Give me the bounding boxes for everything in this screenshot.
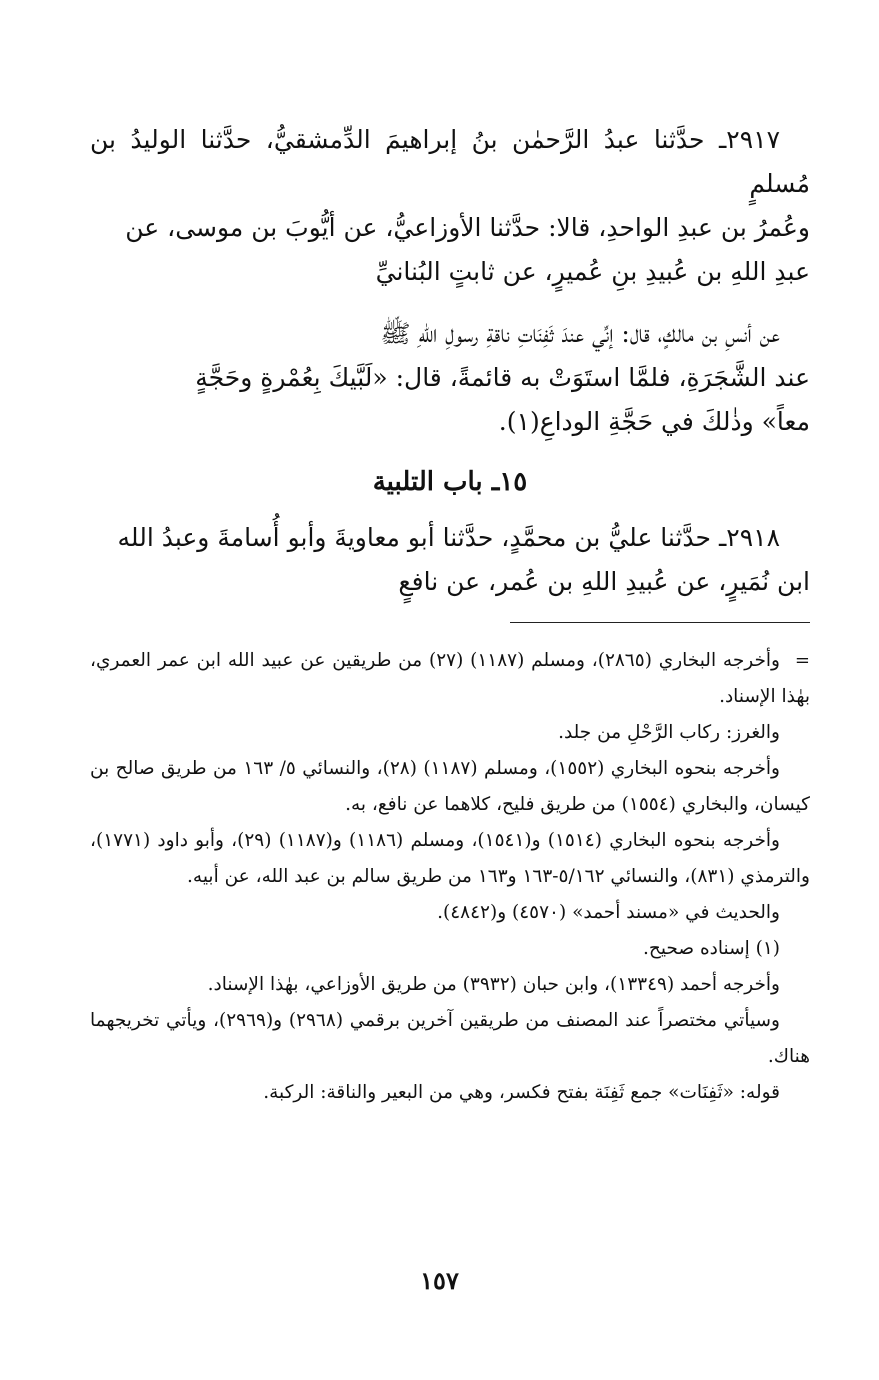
footnote-paragraph: قوله: «ثَفِنَات» جمع ثَفِنَة بفتح فكسر، وهي من البعير والناقة: الركبة. [263,1082,780,1103]
hadith-2917-matn: عند الشَّجَرَةِ، فلمَّا استَوَتْ به قائمةً، قال: «لَبَّيكَ بِعُمْرةٍ وحَجَّةٍ [195,363,810,392]
hadith-2917 [90,118,810,444]
footnote-separator [510,622,810,623]
hadith-2917-line: ٢٩١٧ـ حدَّثنا عبدُ الرَّحمٰن بنُ إبراهيمَ الدِّمشقيُّ، حدَّثنا الوليدُ بن مُسلمٍ [90,125,810,198]
footnote-paragraph: وأخرجه أحمد (١٣٣٤٩)، وابن حبان (٣٩٣٢) من طريق الأوزاعي، بهٰذا الإسناد. [207,974,780,995]
hadith-2917-matn: عن أنسِ بن مالكٍ، قال: إنِّي عندَ ثَفِنَاتِ ناقةِ رسولِ اللهِ ﷺ [380,319,780,348]
page-number: ١٥٧ [420,1266,459,1295]
footnote-paragraph: وأخرجه بنحوه البخاري (١٥١٤) و(١٥٤١)، ومسلم (١١٨٦) و(١١٨٧) (٢٩)، وأبو داود (١٧٧١)، والترمذي (٨٣١)، والنسائي ٥/١٦٢-١٦٣ و١٦٣ من طريق سالم بن عبد الله، عن أبيه. [90,830,810,887]
footnote-paragraph: وسيأتي مختصراً عند المصنف من طريقين آخرين برقمي (٢٩٦٨) و(٢٩٦٩)، ويأتي تخريجهما هناك. [90,1010,810,1067]
footnote-paragraph: والغرز: ركاب الرَّحْلِ من جلد. [558,722,780,743]
footnote-paragraph: وأخرجه بنحوه البخاري (١٥٥٢)، ومسلم (١١٨٧) (٢٨)، والنسائي ٥/ ١٦٣ من طريق صالح بن كيسان، والبخاري (١٥٥٤) من طريق فليح، كلاهما عن نافع، به. [90,758,810,815]
hadith-2918-line: ابن نُمَيرٍ، عن عُبيدِ اللهِ بن عُمر، عن نافعٍ [398,567,810,596]
hadith-2918 [90,516,810,604]
footnote-paragraph: والحديث في «مسند أحمد» (٤٥٧٠) و(٤٨٤٢). [437,902,780,923]
chapter-title: ١٥ـ باب التلبية [372,467,528,497]
continuation-mark: = [794,650,810,671]
footnote-text: وأخرجه البخاري (٢٨٦٥)، ومسلم (١١٨٧) (٢٧) من طريقين عن عبيد الله ابن عمر العمري، بهٰذا الإسناد. [90,650,810,707]
hadith-2918-line: ٢٩١٨ـ حدَّثنا عليُّ بن محمَّدٍ، حدَّثنا أبو معاويةَ وأبو أُسامةَ وعبدُ الله [117,523,780,552]
hadith-2917-line: وعُمرُ بن عبدِ الواحدِ، قالا: حدَّثنا الأوزاعيُّ، عن أيُّوبَ بن موسى، عن [125,213,810,242]
page-content [90,118,810,1111]
footnote-number-1: (١) إسناده صحيح. [643,938,780,959]
hadith-2917-matn: معاً» وذٰلكَ في حَجَّةِ الوداعِ(١). [498,407,810,436]
footnotes [90,643,810,1111]
hadith-2917-line: عبدِ اللهِ بن عُبيدِ بنِ عُميرٍ، عن ثابتٍ البُنانيِّ [375,257,810,286]
footnote-paragraph [90,643,810,715]
